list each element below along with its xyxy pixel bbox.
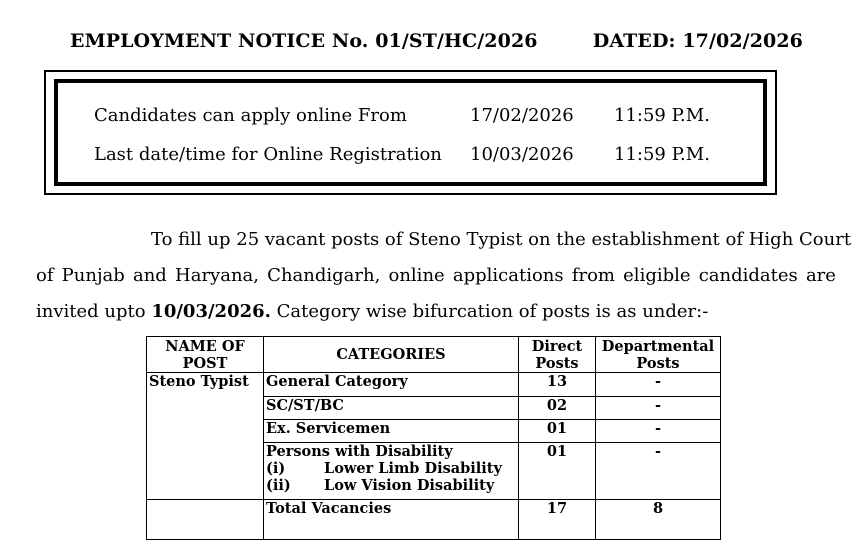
last-date-highlight: 10/03/2026. — [151, 301, 271, 322]
post-name-cell-empty — [147, 397, 264, 420]
departmental-posts-cell: - — [596, 397, 721, 420]
post-name-cell-empty — [147, 420, 264, 443]
subitem-text: Low Vision Disability — [324, 477, 495, 494]
intro-word: Punjab — [61, 265, 125, 286]
direct-posts-cell: 01 — [519, 443, 596, 500]
departmental-posts-cell: - — [596, 420, 721, 443]
intro-word: Chandigarh, — [267, 265, 381, 286]
schedule-label: Last date/time for Online Registration — [94, 144, 442, 165]
table-row — [147, 420, 721, 443]
notice-date: DATED: 17/02/2026 — [592, 30, 803, 52]
header-name-of-post: NAME OF POST — [147, 337, 264, 373]
schedule-date: 17/02/2026 — [470, 105, 574, 126]
header-departmental-posts: Departmental Posts — [596, 337, 721, 373]
direct-posts-cell: 13 — [519, 373, 596, 397]
intro-word: candidates — [698, 265, 798, 286]
notice-number: EMPLOYMENT NOTICE No. 01/ST/HC/2026 — [70, 30, 538, 52]
category-label: Persons with Disability — [266, 443, 453, 460]
intro-text: invited upto — [36, 301, 152, 322]
header-direct-posts: Direct Posts — [519, 337, 596, 373]
total-direct-cell: 17 — [519, 500, 596, 540]
table-header-row — [147, 337, 721, 373]
schedule-label: Candidates can apply online From — [94, 105, 407, 126]
intro-word: from — [571, 265, 615, 286]
intro-text: Category wise bifurcation of posts is as under:- — [270, 301, 709, 322]
direct-posts-cell: 01 — [519, 420, 596, 443]
disability-subitem — [266, 460, 516, 477]
intro-word: eligible — [623, 265, 691, 286]
table-row — [147, 443, 721, 500]
intro-word: of — [36, 265, 54, 286]
intro-line-1: To fill up 25 vacant posts of Steno Typist on the establishment of High Court — [151, 229, 852, 250]
intro-word: online — [388, 265, 445, 286]
departmental-posts-cell: - — [596, 443, 721, 500]
total-departmental-cell: 8 — [596, 500, 721, 540]
intro-word: applications — [452, 265, 564, 286]
post-name-cell-empty — [147, 443, 264, 500]
posts-table — [146, 336, 721, 540]
subitem-text: Lower Limb Disability — [324, 460, 502, 477]
direct-posts-cell: 02 — [519, 397, 596, 420]
schedule-date: 10/03/2026 — [470, 144, 574, 165]
schedule-time: 11:59 P.M. — [614, 144, 710, 165]
table-total-row — [147, 500, 721, 540]
table-row — [147, 397, 721, 420]
schedule-box-inner — [54, 79, 767, 186]
subitem-number: (i) — [266, 460, 286, 477]
intro-word: are — [805, 265, 836, 286]
category-cell: General Category — [264, 373, 519, 397]
category-cell: Ex. Servicemen — [264, 420, 519, 443]
intro-word: and — [132, 265, 167, 286]
header-categories: CATEGORIES — [264, 337, 519, 373]
total-label-cell: Total Vacancies — [264, 500, 519, 540]
intro-line-2 — [36, 258, 836, 294]
disability-subitem — [266, 477, 516, 494]
table-row — [147, 373, 721, 397]
category-cell-disability — [264, 443, 519, 500]
category-cell: SC/ST/BC — [264, 397, 519, 420]
subitem-number: (ii) — [266, 477, 291, 494]
schedule-time: 11:59 P.M. — [614, 105, 710, 126]
intro-word: Haryana, — [175, 265, 259, 286]
intro-line-3 — [36, 294, 708, 330]
post-name-cell-empty — [147, 500, 264, 540]
post-name-cell: Steno Typist — [147, 373, 264, 397]
schedule-box — [44, 70, 777, 195]
departmental-posts-cell: - — [596, 373, 721, 397]
